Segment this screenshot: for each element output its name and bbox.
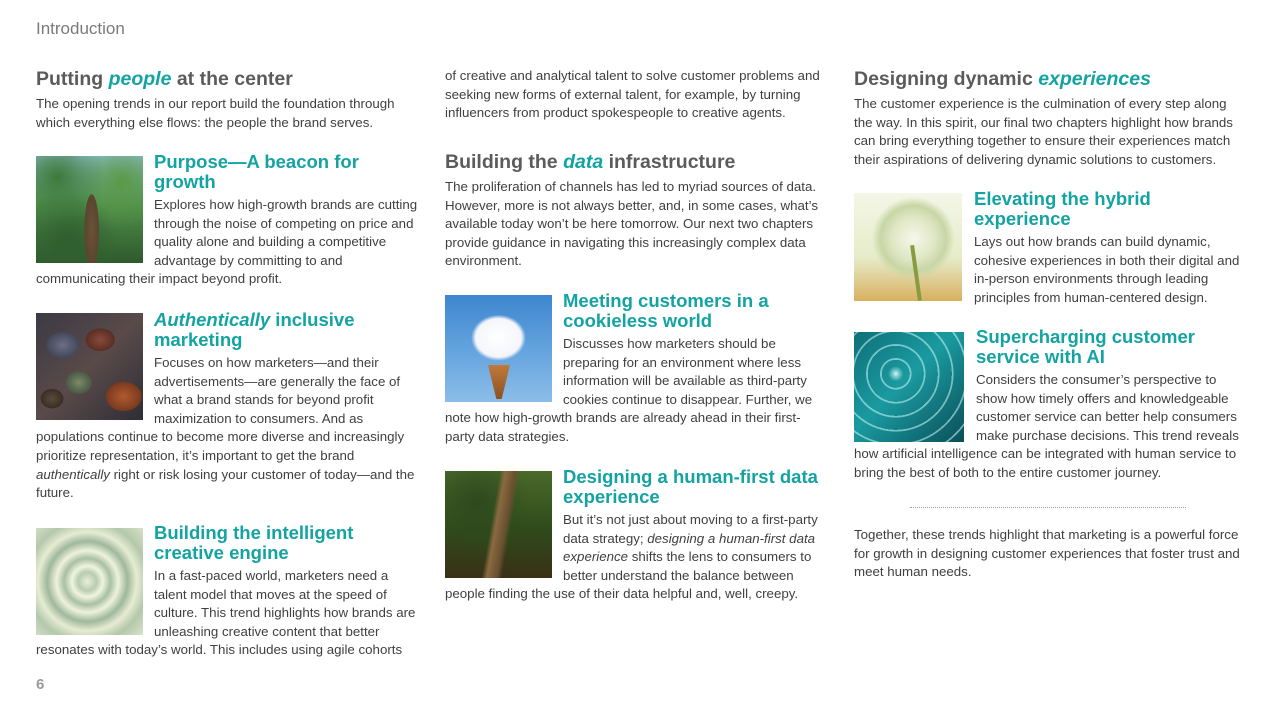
dandelion-photo xyxy=(854,193,962,301)
item-body: Considers the consumer’s perspective to show how timely offers and knowledgeable customer service can better help consumers make purchase decisions. This trend reveals how artificial intelligence can be integrated with human service to bring the best of both to the entire customer journey. xyxy=(854,372,1239,480)
spider-web-photo xyxy=(854,332,964,442)
item-body: Focuses on how marketers—and their advertisements—are generally the face of what a brand stands for beyond profit maximization to consumers. And as populations continue to become more diverse and increasingly prioritize representation, it’s important to get the brand authentically right or risk losing your customer of today—and the future. xyxy=(36,355,415,501)
page-header: Introduction xyxy=(36,19,125,38)
section-intro: The customer experience is the culmination of every step along the way. In this spirit, our final two chapters highlight how brands can bring everything together to ensure their experiences match their aspirations of delivering dynamic solutions to customers. xyxy=(854,96,1233,167)
section-people xyxy=(36,67,418,132)
forest-tree-photo xyxy=(36,156,143,263)
item-purpose xyxy=(36,152,418,289)
item-body: Explores how high-growth brands are cutting through the noise of competing on price and quality alone and building a competitive advantage by committing to and communicating their impact beyond profit. xyxy=(36,197,418,287)
item-creative-engine xyxy=(36,523,418,660)
forest-path-photo xyxy=(445,471,552,578)
cloud-ice-cream-cone-photo xyxy=(445,295,552,402)
item-title: Designing a human-first data experience xyxy=(563,466,818,507)
item-title: Supercharging customer service with AI xyxy=(976,326,1195,367)
conclusion xyxy=(854,526,1244,582)
section-title: Building the data infrastructure xyxy=(445,151,736,173)
item-cookieless xyxy=(445,291,830,447)
section-experiences xyxy=(854,67,1244,169)
river-stones-photo xyxy=(36,313,143,420)
item-customer-service-ai xyxy=(854,327,1244,483)
page-number: 6 xyxy=(36,676,45,693)
section-intro: The opening trends in our report build the foundation through which everything else flows: the people the brand serves. xyxy=(36,96,395,130)
conclusion-paragraph: Together, these trends highlight that marketing is a powerful force for growth in designing customer experiences that foster trust and meet human needs. xyxy=(854,527,1240,580)
item-inclusive-marketing xyxy=(36,310,418,503)
item-human-first-data xyxy=(445,467,830,604)
nautilus-shell-photo xyxy=(36,528,143,635)
item-title: Elevating the hybrid experience xyxy=(974,188,1151,229)
section-intro: The proliferation of channels has led to myriad sources of data. However, more is not always better, and, in some cases, what’s available today won’t be here tomorrow. Our next two chapters provide guidance in navigating this increasingly complex data environment. xyxy=(445,179,818,269)
item-body: But it’s not just about moving to a first-party data strategy; designing a human-first data experience shifts the lens to consumers to better understand the balance between people finding the use of their data helpful and, well, creepy. xyxy=(445,512,818,602)
item-title: Purpose—A beacon for growth xyxy=(154,151,359,192)
dotted-divider xyxy=(910,507,1186,508)
item-body: Lays out how brands can build dynamic, cohesive experiences in both their digital and in-person environments through leading principles from human-centered design. xyxy=(974,234,1240,305)
item-title: Authentically inclusive marketing xyxy=(154,309,355,350)
item-title: Meeting customers in a cookieless world xyxy=(563,290,769,331)
item-title: Building the intelligent creative engine xyxy=(154,522,354,563)
item-body: In a fast-paced world, marketers need a talent model that moves at the speed of culture. This trend highlights how brands are unleashing creative content that better resonates with today’s world. This includes using agile cohorts xyxy=(36,568,416,658)
continuation-text xyxy=(445,67,830,123)
section-data xyxy=(445,150,830,271)
section-title: Designing dynamic experiences xyxy=(854,68,1151,90)
item-hybrid-experience xyxy=(854,189,1244,307)
continuation-paragraph: of creative and analytical talent to solve customer problems and seeking new forms of external talent, for example, by turning influencers from product spokespeople to creative agents. xyxy=(445,68,820,121)
section-title: Putting people at the center xyxy=(36,68,293,90)
item-body: Discusses how marketers should be preparing for an environment where less information will be available as third-party cookies continue to disappear. Further, we note how high-growth brands are already ahead in their first-party data strategies. xyxy=(445,336,813,444)
